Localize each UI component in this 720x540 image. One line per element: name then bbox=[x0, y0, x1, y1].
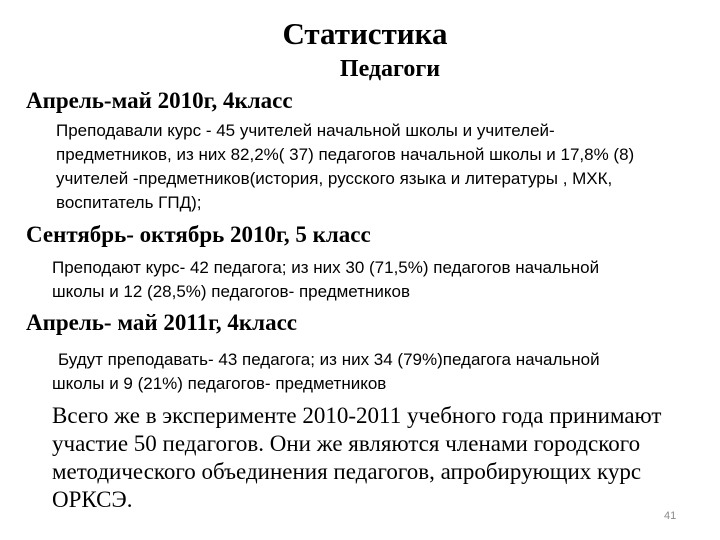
section-3-line-1: Будут преподавать- 43 педагога; из них 34 (79%)педагога начальной bbox=[58, 350, 600, 369]
slide-subtitle: Педагоги bbox=[339, 56, 441, 82]
page-number: 41 bbox=[664, 510, 677, 522]
slide-title: Статистика bbox=[282, 16, 448, 51]
section-heading-april-may-2011: Апрель- май 2011г, 4класс bbox=[26, 310, 298, 335]
section-2-line-1: Преподают курс- 42 педагога; из них 30 (71,5%) педагогов начальной bbox=[52, 258, 600, 277]
section-1-line-1: Преподавали курс - 45 учителей начальной школы и учителей- bbox=[56, 121, 555, 140]
summary-line-2: участие 50 педагогов. Они же являются членами городского bbox=[52, 431, 641, 456]
section-3-line-2: школы и 9 (21%) педагогов- предметников bbox=[52, 374, 387, 393]
section-heading-sept-oct-2010: Сентябрь- октябрь 2010г, 5 класс bbox=[26, 222, 371, 247]
summary-line-1: Всего же в эксперименте 2010-2011 учебного года принимают bbox=[52, 403, 662, 428]
section-2-line-2: школы и 12 (28,5%) педагогов- предметников bbox=[52, 282, 410, 301]
section-heading-april-may-2010: Апрель-май 2010г, 4класс bbox=[26, 88, 293, 113]
section-1-line-4: воспитатель ГПД); bbox=[56, 193, 202, 212]
section-1-line-2: предметников, из них 82,2%( 37) педагогов начальной школы и 17,8% (8) bbox=[56, 145, 635, 164]
section-1-line-3: учителей -предметников(история, русского языка и литературы , МХК, bbox=[56, 169, 613, 188]
summary-line-4: ОРКСЭ. bbox=[52, 487, 133, 512]
summary-line-3: методического объединения педагогов, апробирующих курс bbox=[52, 459, 642, 484]
